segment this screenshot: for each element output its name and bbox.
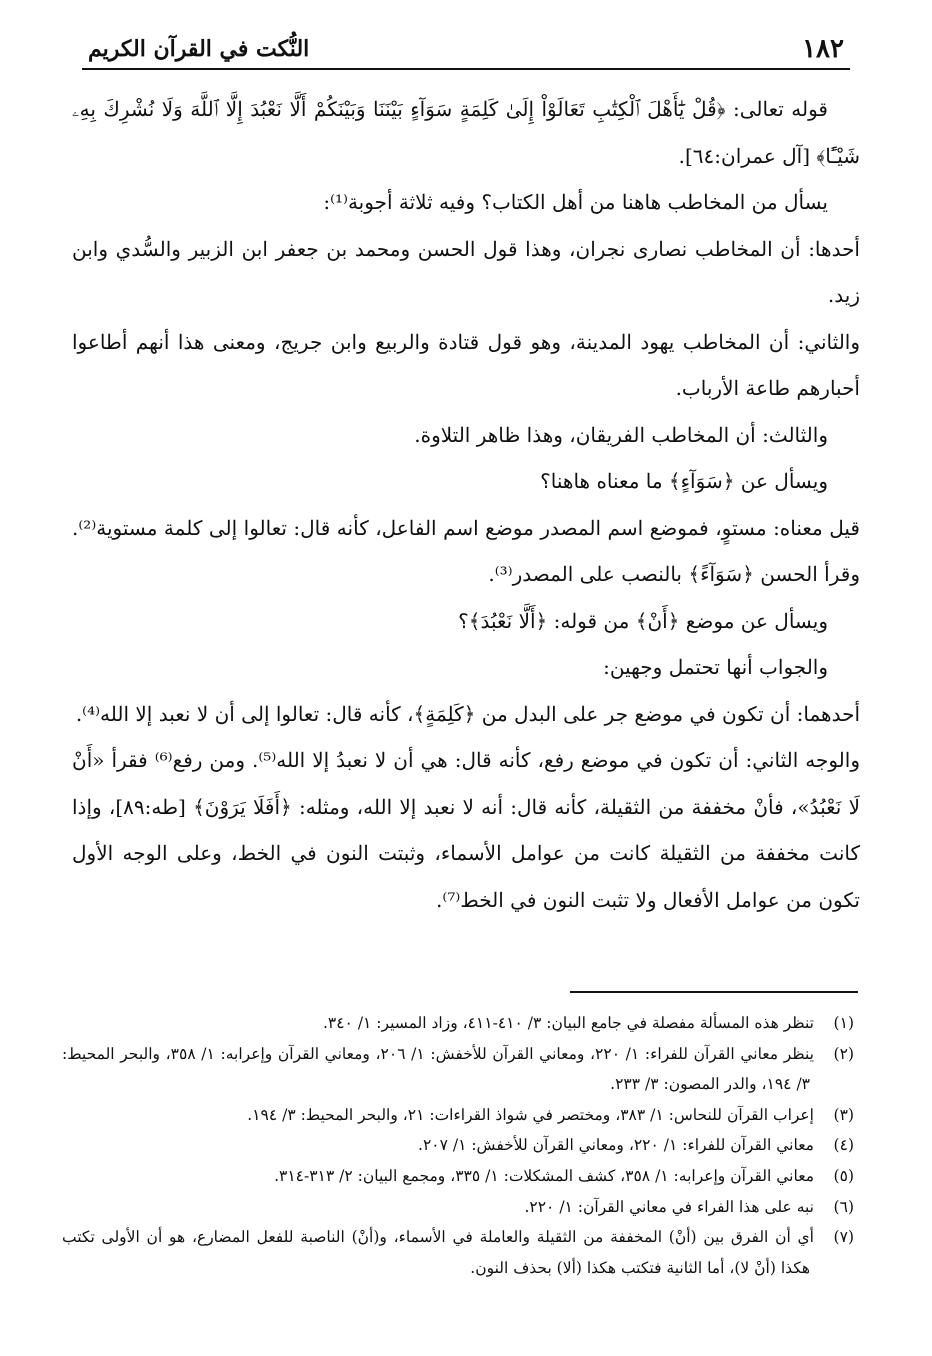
page-header — [82, 30, 850, 70]
footnote-number: (٤) — [833, 1136, 854, 1155]
footnote-text: معاني القرآن للفراء: ١/ ٢٢٠، ومعاني القرآن للأخفش: ١/ ٢٠٧. — [418, 1136, 814, 1155]
footnote — [62, 1130, 854, 1161]
footnote-number: (٦) — [833, 1197, 854, 1216]
footnote — [62, 1008, 854, 1039]
paragraph-second-aspect: والوجه الثاني: أن تكون في موضع رفع، كأنه قال: هي أن لا نعبدُ إلا الله⁽⁵⁾. ومن رفع⁽⁶⁾ فقرأ «أَنْ لَا نَعْبُدُ»، فأنْ مخففة من الثقيلة، كأنه قال: أنه لا نعبد إلا الله، ومثله: ﴿أَفَلَا يَرَوْنَ﴾ [طه:٨٩]، وإذا كانت مخففة من الثقيلة كانت من عوامل الأسماء، وثبتت النون في الخط، وعلى الوجه الأول تكون من عوامل الأفعال ولا تثبت النون في الخط⁽⁷⁾. — [72, 748, 861, 912]
footnote-text: تنظر هذه المسألة مفصلة في جامع البيان: ٣/ ٤١٠-٤١١، وزاد المسير: ١/ ٣٤٠. — [322, 1014, 814, 1032]
footnote-number: (٢) — [833, 1044, 854, 1063]
paragraph-reply: والجواب أنها تحتمل وجهين: — [603, 655, 828, 679]
footnote — [62, 1192, 854, 1223]
paragraph-answer-3: والثالث: أن المخاطب الفريقان، وهذا ظاهر التلاوة. — [414, 422, 828, 447]
running-title: النُّكت في القرآن الكريم — [88, 36, 310, 62]
paragraph-question-sawaa: ويسأل عن ﴿سَوَآءٍ﴾ ما معناه هاهنا؟ — [540, 469, 828, 493]
footnote — [62, 1039, 854, 1100]
paragraph-question: يسأل من المخاطب هاهنا من أهل الكتاب؟ وفيه ثلاثة أجوبة⁽¹⁾: — [323, 190, 828, 214]
footnote-text: معاني القرآن وإعرابه: ١/ ٣٥٨، كشف المشكلات: ١/ ٣٣٥، ومجمع البيان: ٢/ ٣١٣-٣١٤. — [274, 1166, 814, 1185]
paragraph-verse: قوله تعالى: ﴿قُلْ يَٰٓأَهْلَ ٱلْكِتَٰبِ تَعَالَوْاْ إِلَىٰ كَلِمَةٍ سَوَآءٍ بَيْنَنَا وَبَيْنَكُمْ أَلَّا نَعْبُدَ إِلَّا ٱللَّهَ وَلَا نُشْرِكَ بِهِۦ شَيْـًٔا﴾ [آل عمران:٦٤]. — [72, 97, 860, 168]
paragraph-question-an: ويسأل عن موضع ﴿أَنْ﴾ من قوله: ﴿أَلَّا نَعْبُدَ﴾؟ — [458, 608, 828, 633]
footnotes — [62, 1008, 854, 1283]
footnote-number: (٣) — [833, 1105, 854, 1124]
paragraph-answer-1: أحدها: أن المخاطب نصارى نجران، وهذا قول الحسن ومحمد بن جعفر ابن الزبير والسُّدي وابن زيد. — [72, 236, 860, 307]
paragraph-first-aspect: أحدهما: أن تكون في موضع جر على البدل من ﴿كَلِمَةٍ﴾، كأنه قال: تعالوا إلى أن لا نعبد إلا الله⁽⁴⁾. — [75, 701, 860, 726]
footnote-number: (١) — [833, 1014, 854, 1032]
footnote-separator — [570, 991, 858, 993]
footnote — [62, 1222, 854, 1283]
footnote-number: (٧) — [833, 1228, 854, 1247]
footnote — [62, 1100, 854, 1131]
footnote-number: (٥) — [833, 1166, 854, 1185]
footnote-text: أي أن الفرق بين (أنْ) المخففة من الثقيلة والعاملة في الأسماء، و(أنْ) الناصبة للفعل المضارع، هو أن الأولى تكتب هكذا (أنْ لا)، أما الثانية فتكتب هكذا (ألا) بحذف النون. — [62, 1228, 814, 1277]
footnote-text: نبه على هذا الفراء في معاني القرآن: ١/ ٢٢٠. — [524, 1197, 814, 1216]
main-text — [72, 86, 860, 923]
footnote-text: ينظر معاني القرآن للفراء: ١/ ٢٢٠، ومعاني القرآن للأخفش: ١/ ٢٠٦، ومعاني القرآن وإعرابه: ١/ ٣٥٨، والبحر المحيط: ٣/ ١٩٤، والدر المصون: ٣/ ٢٣٣. — [62, 1044, 814, 1094]
page-number: ١٨٢ — [802, 34, 844, 64]
footnote — [62, 1161, 854, 1192]
footnote-text: إعراب القرآن للنحاس: ١/ ٣٨٣، ومختصر في شواذ القراءات: ٢١، والبحر المحيط: ٣/ ١٩٤. — [247, 1105, 814, 1124]
paragraph-meaning: قيل معناه: مستوٍ، فموضع اسم المصدر موضع اسم الفاعل، كأنه قال: تعالوا إلى كلمة مستوية⁽²⁾. وقرأ الحسن ﴿سَوَآءً﴾ بالنصب على المصدر⁽³⁾. — [72, 515, 860, 586]
paragraph-answer-2: والثاني: أن المخاطب يهود المدينة، وهو قول قتادة والربيع وابن جريج، ومعنى هذا أنهم أطاعوا أحبارهم طاعة الأرباب. — [72, 329, 860, 400]
